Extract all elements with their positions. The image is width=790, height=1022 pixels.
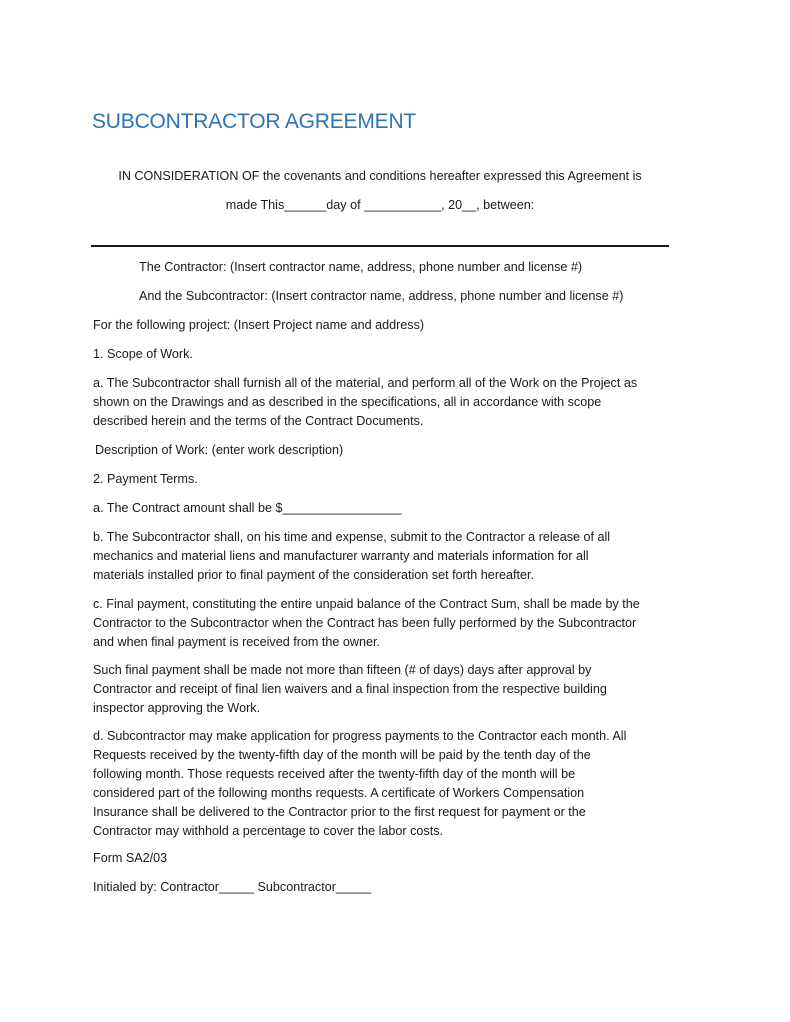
- horizontal-rule: [91, 245, 669, 247]
- paragraph-line: materials installed prior to final payment of the consideration set forth hereafter.: [93, 568, 535, 582]
- section-2b-paragraph: [93, 528, 673, 585]
- section-2d-paragraph: [93, 727, 673, 841]
- section-1-heading: 1. Scope of Work.: [93, 347, 193, 361]
- initialed-by-line: Initialed by: Contractor_____ Subcontractor_____: [93, 880, 371, 894]
- section-1a-paragraph: [93, 374, 673, 431]
- paragraph-line: Contractor may withhold a percentage to cover the labor costs.: [93, 824, 444, 838]
- paragraph-line: c. Final payment, constituting the entire unpaid balance of the Contract Sum, shall be made by the: [93, 597, 640, 611]
- intro-line-1: IN CONSIDERATION OF the covenants and conditions hereafter expressed this Agreement is: [118, 169, 642, 183]
- intro-line-2: made This______day of ___________, 20__, between:: [225, 198, 535, 212]
- paragraph-line: described herein and the terms of the Contract Documents.: [93, 414, 424, 428]
- paragraph-line: Insurance shall be delivered to the Contractor prior to the first request for payment or the: [93, 805, 586, 819]
- section-2c-paragraph: [93, 595, 673, 652]
- paragraph-line: Contractor and receipt of final lien waivers and a final inspection from the respective building: [93, 682, 607, 696]
- paragraph-line: a. The Subcontractor shall furnish all of the material, and perform all of the Work on the Project as: [93, 376, 638, 390]
- paragraph-line: Contractor to the Subcontractor when the Contract has been fully performed by the Subcontractor: [93, 616, 637, 630]
- paragraph-line: considered part of the following months requests. A certificate of Workers Compensation: [93, 786, 585, 800]
- paragraph-line: Requests received by the twenty-fifth day of the month will be paid by the tenth day of the: [93, 748, 591, 762]
- form-number: Form SA2/03: [93, 851, 168, 865]
- work-description: Description of Work: (enter work description): [95, 443, 344, 457]
- paragraph-line: mechanics and material liens and manufacturer warranty and materials information for all: [93, 549, 589, 563]
- contract-amount-line: a. The Contract amount shall be $_________________: [93, 501, 402, 515]
- paragraph-line: inspector approving the Work.: [93, 701, 261, 715]
- document-title: SUBCONTRACTOR AGREEMENT: [92, 110, 417, 133]
- section-2-heading: 2. Payment Terms.: [93, 472, 198, 486]
- paragraph-line: and when final payment is received from the owner.: [93, 635, 381, 649]
- contractor-party: The Contractor: (Insert contractor name, address, phone number and license #): [139, 260, 583, 274]
- paragraph-line: following month. Those requests received after the twenty-fifth day of the month will be: [93, 767, 576, 781]
- paragraph-line: d. Subcontractor may make application for progress payments to the Contractor each month. All: [93, 729, 627, 743]
- paragraph-line: b. The Subcontractor shall, on his time and expense, submit to the Contractor a release of all: [93, 530, 611, 544]
- project-line: For the following project: (Insert Project name and address): [93, 318, 425, 332]
- final-payment-paragraph: [93, 661, 673, 718]
- paragraph-line: shown on the Drawings and as described in the specifications, all in accordance with scope: [93, 395, 602, 409]
- subcontractor-party: And the Subcontractor: (Insert contractor name, address, phone number and license #): [139, 289, 624, 303]
- paragraph-line: Such final payment shall be made not more than fifteen (# of days) days after approval by: [93, 663, 592, 677]
